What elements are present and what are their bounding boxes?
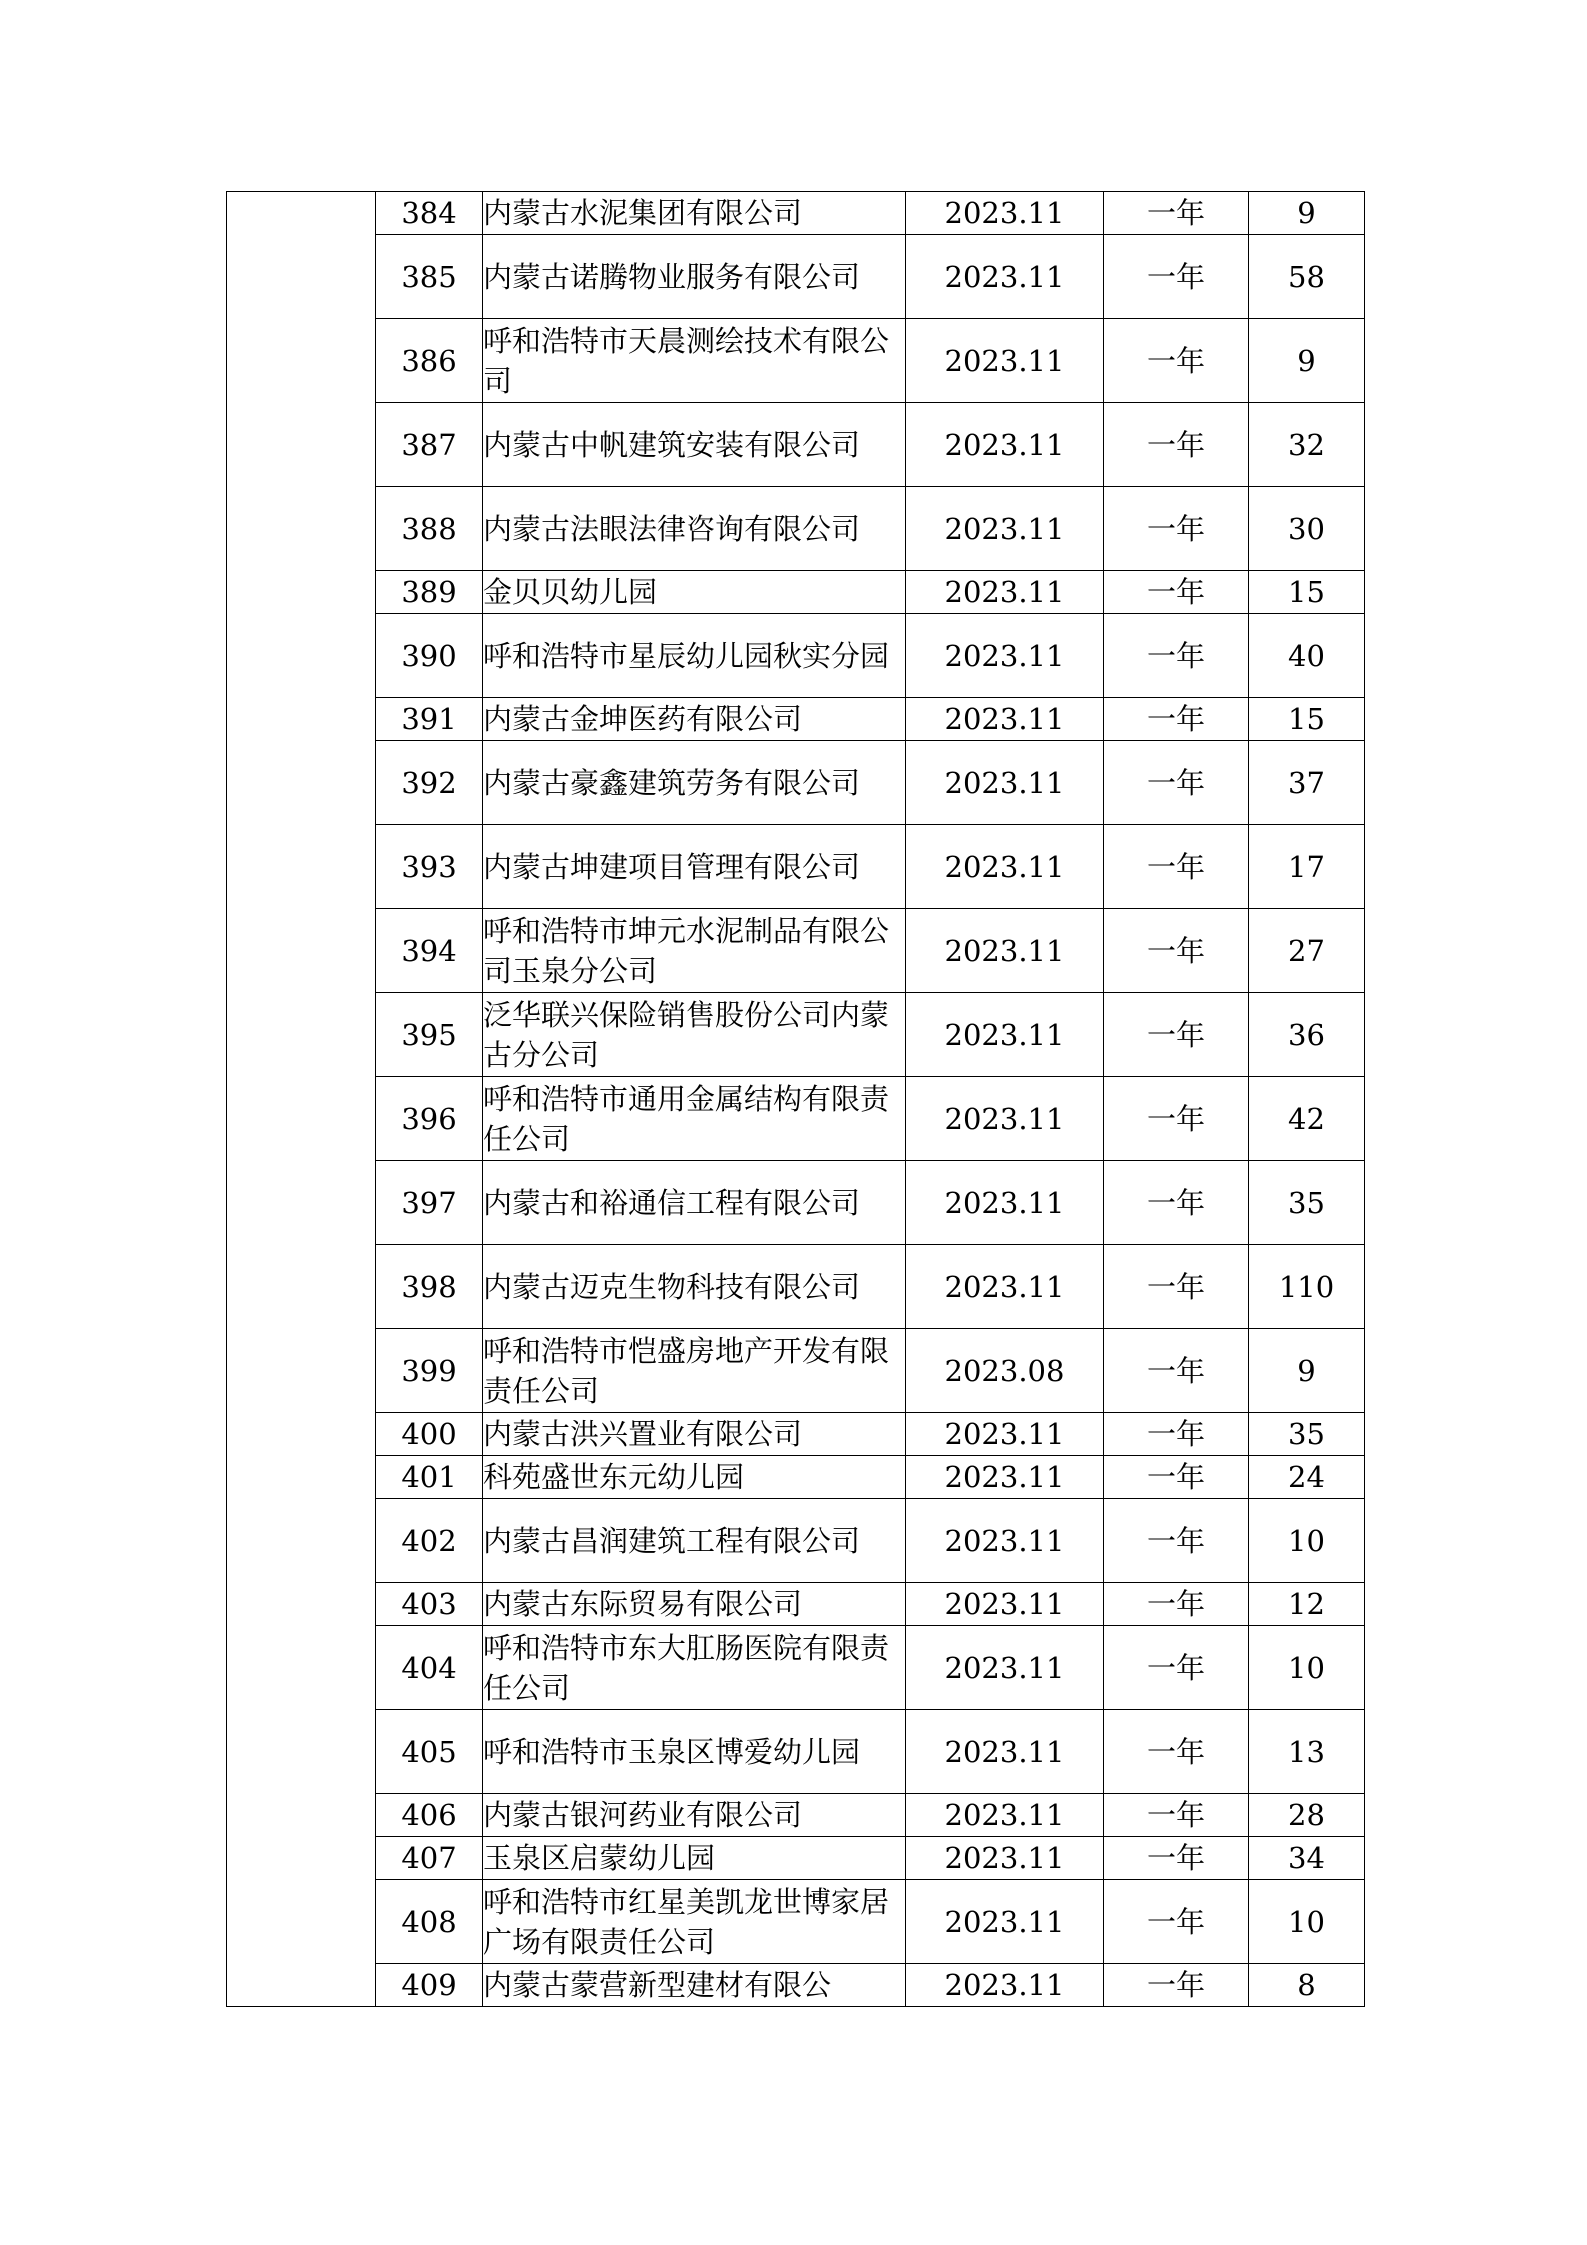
term-cell [1104, 487, 1249, 571]
row-number-cell [376, 1626, 483, 1710]
company-name-cell [483, 993, 906, 1077]
date-text: 2023.11 [944, 638, 1065, 673]
row-number-cell [376, 1413, 483, 1456]
date-text: 2023.11 [944, 196, 1065, 230]
count-text: 24 [1288, 1460, 1325, 1494]
term-cell [1104, 1837, 1249, 1880]
company-name-cell [483, 1626, 906, 1710]
row-number-text: 407 [401, 1841, 457, 1875]
term-cell [1104, 1880, 1249, 1964]
date-cell [906, 1413, 1104, 1456]
date-cell [906, 825, 1104, 909]
table-row [227, 614, 1365, 698]
company-name-text: 金贝贝幼儿园 [483, 575, 658, 609]
row-number-text: 402 [401, 1523, 457, 1558]
count-cell [1249, 571, 1365, 614]
term-text: 一年 [1146, 1185, 1205, 1220]
term-cell [1104, 1413, 1249, 1456]
company-name-text: 泛华联兴保险销售股份公司内蒙古分公司 [483, 997, 890, 1072]
table-row [227, 1964, 1365, 2007]
count-text: 36 [1288, 1017, 1325, 1052]
count-text: 9 [1297, 196, 1316, 230]
count-text: 28 [1288, 1798, 1325, 1832]
row-number-text: 409 [401, 1968, 457, 2002]
row-number-cell [376, 1794, 483, 1837]
count-text: 10 [1288, 1523, 1325, 1558]
date-cell [906, 571, 1104, 614]
term-text: 一年 [1146, 511, 1205, 546]
table-row [227, 1161, 1365, 1245]
company-name-text: 呼和浩特市坤元水泥制品有限公司玉泉分公司 [483, 913, 890, 988]
company-name-cell [483, 741, 906, 825]
row-number-cell [376, 571, 483, 614]
row-number-cell [376, 1880, 483, 1964]
date-cell [906, 993, 1104, 1077]
company-name-cell [483, 825, 906, 909]
row-number-text: 391 [401, 702, 457, 736]
count-text: 17 [1288, 849, 1325, 884]
row-number-text: 401 [401, 1460, 457, 1494]
date-cell [906, 487, 1104, 571]
company-name-text: 内蒙古坤建项目管理有限公司 [483, 849, 861, 884]
row-number-cell [376, 1710, 483, 1794]
row-number-text: 405 [401, 1734, 457, 1769]
date-cell [906, 741, 1104, 825]
date-cell [906, 1077, 1104, 1161]
term-cell [1104, 698, 1249, 741]
company-name-text: 内蒙古昌润建筑工程有限公司 [483, 1523, 861, 1558]
term-text: 一年 [1146, 1587, 1205, 1621]
table-row [227, 1837, 1365, 1880]
company-name-text: 内蒙古中帆建筑安装有限公司 [483, 427, 861, 462]
count-text: 35 [1288, 1185, 1325, 1220]
count-text: 8 [1297, 1968, 1316, 2002]
table-row [227, 741, 1365, 825]
count-cell [1249, 1837, 1365, 1880]
table-row [227, 235, 1365, 319]
count-cell [1249, 1794, 1365, 1837]
count-text: 34 [1288, 1841, 1325, 1875]
row-number-cell [376, 1161, 483, 1245]
date-text: 2023.11 [944, 1798, 1065, 1832]
table-row [227, 1456, 1365, 1499]
term-text: 一年 [1146, 1968, 1205, 2002]
term-cell [1104, 1964, 1249, 2007]
count-text: 15 [1288, 575, 1325, 609]
term-cell [1104, 1499, 1249, 1583]
company-name-text: 内蒙古洪兴置业有限公司 [483, 1417, 803, 1451]
count-text: 10 [1288, 1650, 1325, 1685]
date-text: 2023.11 [944, 849, 1065, 884]
company-name-cell [483, 235, 906, 319]
table-row [227, 192, 1365, 235]
row-number-text: 408 [401, 1904, 457, 1939]
count-cell [1249, 403, 1365, 487]
date-text: 2023.11 [944, 427, 1065, 462]
date-text: 2023.11 [944, 702, 1065, 736]
company-name-text: 呼和浩特市天晨测绘技术有限公司 [483, 323, 890, 398]
row-number-text: 404 [401, 1650, 457, 1685]
count-cell [1249, 614, 1365, 698]
term-text: 一年 [1146, 1650, 1205, 1685]
row-number-cell [376, 698, 483, 741]
date-cell [906, 192, 1104, 235]
company-name-cell [483, 1499, 906, 1583]
date-cell [906, 1245, 1104, 1329]
term-text: 一年 [1146, 1353, 1205, 1388]
company-name-text: 内蒙古银河药业有限公司 [483, 1798, 803, 1832]
term-text: 一年 [1146, 849, 1205, 884]
date-cell [906, 1626, 1104, 1710]
term-cell [1104, 1329, 1249, 1413]
table-row [227, 825, 1365, 909]
term-text: 一年 [1146, 1734, 1205, 1769]
table-row [227, 319, 1365, 403]
company-name-text: 内蒙古法眼法律咨询有限公司 [483, 511, 861, 546]
date-text: 2023.11 [944, 511, 1065, 546]
row-number-cell [376, 1499, 483, 1583]
count-text: 58 [1288, 259, 1325, 294]
term-cell [1104, 1245, 1249, 1329]
term-text: 一年 [1146, 702, 1205, 736]
date-cell [906, 319, 1104, 403]
date-text: 2023.11 [944, 1841, 1065, 1875]
row-number-text: 393 [401, 849, 457, 884]
company-name-cell [483, 403, 906, 487]
row-number-text: 397 [401, 1185, 457, 1220]
row-number-text: 399 [401, 1353, 457, 1388]
date-cell [906, 1583, 1104, 1626]
company-name-cell [483, 192, 906, 235]
count-text: 15 [1288, 702, 1325, 736]
date-text: 2023.11 [944, 1417, 1065, 1451]
count-cell [1249, 192, 1365, 235]
term-cell [1104, 993, 1249, 1077]
company-name-cell [483, 698, 906, 741]
term-text: 一年 [1146, 1017, 1205, 1052]
date-cell [906, 1499, 1104, 1583]
date-text: 2023.11 [944, 1523, 1065, 1558]
company-name-text: 呼和浩特市星辰幼儿园秋实分园 [483, 638, 890, 673]
company-name-text: 内蒙古豪鑫建筑劳务有限公司 [483, 765, 861, 800]
row-number-text: 395 [401, 1017, 457, 1052]
count-cell [1249, 698, 1365, 741]
company-name-cell [483, 1413, 906, 1456]
term-cell [1104, 825, 1249, 909]
count-cell [1249, 1413, 1365, 1456]
company-name-text: 内蒙古和裕通信工程有限公司 [483, 1185, 861, 1220]
date-cell [906, 698, 1104, 741]
term-cell [1104, 403, 1249, 487]
count-text: 37 [1288, 765, 1325, 800]
company-name-cell [483, 319, 906, 403]
company-name-cell [483, 1456, 906, 1499]
row-number-cell [376, 1583, 483, 1626]
table-row [227, 1710, 1365, 1794]
date-cell [906, 1964, 1104, 2007]
row-number-text: 394 [401, 933, 457, 968]
count-cell [1249, 1964, 1365, 2007]
date-cell [906, 1161, 1104, 1245]
row-number-text: 400 [401, 1417, 457, 1451]
company-name-text: 内蒙古东际贸易有限公司 [483, 1587, 803, 1621]
term-text: 一年 [1146, 1523, 1205, 1558]
count-text: 40 [1288, 638, 1325, 673]
row-number-cell [376, 909, 483, 993]
table-row [227, 698, 1365, 741]
table-row [227, 993, 1365, 1077]
table-row [227, 1329, 1365, 1413]
term-cell [1104, 909, 1249, 993]
company-name-cell [483, 1161, 906, 1245]
company-name-cell [483, 1880, 906, 1964]
date-cell [906, 1880, 1104, 1964]
company-name-text: 呼和浩特市玉泉区博爱幼儿园 [483, 1734, 861, 1769]
row-number-cell [376, 614, 483, 698]
count-text: 9 [1297, 343, 1316, 378]
company-name-text: 内蒙古金坤医药有限公司 [483, 702, 803, 736]
term-cell [1104, 741, 1249, 825]
date-text: 2023.11 [944, 343, 1065, 378]
term-text: 一年 [1146, 933, 1205, 968]
term-text: 一年 [1146, 765, 1205, 800]
row-number-text: 389 [401, 575, 457, 609]
count-cell [1249, 319, 1365, 403]
company-name-cell [483, 571, 906, 614]
count-text: 30 [1288, 511, 1325, 546]
term-cell [1104, 1456, 1249, 1499]
date-cell [906, 1794, 1104, 1837]
date-text: 2023.11 [944, 1968, 1065, 2002]
table-row [227, 571, 1365, 614]
term-cell [1104, 1161, 1249, 1245]
company-name-cell [483, 1245, 906, 1329]
row-number-cell [376, 319, 483, 403]
date-text: 2023.11 [944, 1460, 1065, 1494]
table-row [227, 1499, 1365, 1583]
company-name-text: 内蒙古蒙营新型建材有限公 [483, 1968, 832, 2002]
row-number-text: 387 [401, 427, 457, 462]
table-row [227, 1583, 1365, 1626]
row-number-text: 398 [401, 1269, 457, 1304]
count-text: 10 [1288, 1904, 1325, 1939]
row-number-text: 403 [401, 1587, 457, 1621]
row-number-cell [376, 1329, 483, 1413]
count-text: 110 [1278, 1269, 1335, 1304]
term-cell [1104, 1794, 1249, 1837]
date-text: 2023.11 [944, 1269, 1065, 1304]
count-text: 35 [1288, 1417, 1325, 1451]
term-text: 一年 [1146, 1417, 1205, 1451]
company-name-text: 内蒙古诺腾物业服务有限公司 [483, 259, 861, 294]
date-cell [906, 1710, 1104, 1794]
row-number-text: 386 [401, 343, 457, 378]
company-name-cell [483, 487, 906, 571]
row-number-text: 385 [401, 259, 457, 294]
category-cell [227, 192, 376, 2007]
enterprise-table [226, 191, 1365, 2007]
row-number-cell [376, 1456, 483, 1499]
count-cell [1249, 1583, 1365, 1626]
date-text: 2023.11 [944, 575, 1065, 609]
company-name-cell [483, 1837, 906, 1880]
row-number-cell [376, 993, 483, 1077]
count-cell [1249, 487, 1365, 571]
count-text: 12 [1288, 1587, 1325, 1621]
term-text: 一年 [1146, 1269, 1205, 1304]
term-text: 一年 [1146, 427, 1205, 462]
count-cell [1249, 1161, 1365, 1245]
term-text: 一年 [1146, 1460, 1205, 1494]
row-number-cell [376, 403, 483, 487]
count-cell [1249, 1710, 1365, 1794]
count-cell [1249, 1077, 1365, 1161]
term-cell [1104, 571, 1249, 614]
company-name-cell [483, 1329, 906, 1413]
count-cell [1249, 993, 1365, 1077]
term-text: 一年 [1146, 638, 1205, 673]
company-name-cell [483, 1794, 906, 1837]
term-cell [1104, 192, 1249, 235]
count-text: 32 [1288, 427, 1325, 462]
date-cell [906, 614, 1104, 698]
term-cell [1104, 1077, 1249, 1161]
date-text: 2023.11 [944, 1734, 1065, 1769]
table-row [227, 1077, 1365, 1161]
company-name-text: 内蒙古水泥集团有限公司 [483, 196, 803, 230]
count-cell [1249, 1880, 1365, 1964]
row-number-text: 392 [401, 765, 457, 800]
row-number-cell [376, 825, 483, 909]
count-cell [1249, 825, 1365, 909]
company-name-text: 内蒙古迈克生物科技有限公司 [483, 1269, 861, 1304]
company-name-text: 呼和浩特市东大肛肠医院有限责任公司 [483, 1630, 890, 1705]
term-text: 一年 [1146, 575, 1205, 609]
date-text: 2023.11 [944, 1650, 1065, 1685]
table-row [227, 403, 1365, 487]
row-number-cell [376, 1837, 483, 1880]
company-name-text: 玉泉区启蒙幼儿园 [483, 1841, 716, 1875]
row-number-cell [376, 1245, 483, 1329]
table-row [227, 1245, 1365, 1329]
row-number-text: 388 [401, 511, 457, 546]
term-cell [1104, 319, 1249, 403]
count-text: 9 [1297, 1353, 1316, 1388]
count-cell [1249, 1499, 1365, 1583]
date-text: 2023.08 [944, 1353, 1065, 1388]
term-text: 一年 [1146, 1798, 1205, 1832]
count-cell [1249, 741, 1365, 825]
company-name-cell [483, 909, 906, 993]
row-number-cell [376, 487, 483, 571]
term-text: 一年 [1146, 343, 1205, 378]
company-name-cell [483, 1077, 906, 1161]
date-text: 2023.11 [944, 765, 1065, 800]
row-number-text: 390 [401, 638, 457, 673]
date-cell [906, 1837, 1104, 1880]
count-cell [1249, 1245, 1365, 1329]
table-row [227, 1794, 1365, 1837]
term-text: 一年 [1146, 196, 1205, 230]
term-cell [1104, 1626, 1249, 1710]
term-text: 一年 [1146, 1904, 1205, 1939]
date-cell [906, 235, 1104, 319]
date-text: 2023.11 [944, 259, 1065, 294]
date-text: 2023.11 [944, 1587, 1065, 1621]
table-row [227, 909, 1365, 993]
date-text: 2023.11 [944, 1101, 1065, 1136]
company-name-text: 科苑盛世东元幼儿园 [483, 1460, 745, 1494]
company-name-text: 呼和浩特市通用金属结构有限责任公司 [483, 1081, 890, 1156]
company-name-cell [483, 614, 906, 698]
row-number-text: 406 [401, 1798, 457, 1832]
table-row [227, 487, 1365, 571]
company-name-text: 呼和浩特市红星美凯龙世博家居广场有限责任公司 [483, 1884, 890, 1959]
term-text: 一年 [1146, 259, 1205, 294]
table-row [227, 1880, 1365, 1964]
company-name-cell [483, 1710, 906, 1794]
term-cell [1104, 235, 1249, 319]
date-cell [906, 1456, 1104, 1499]
date-text: 2023.11 [944, 1017, 1065, 1052]
count-text: 27 [1288, 933, 1325, 968]
company-name-cell [483, 1583, 906, 1626]
count-cell [1249, 1456, 1365, 1499]
term-text: 一年 [1146, 1101, 1205, 1136]
date-text: 2023.11 [944, 933, 1065, 968]
company-name-cell [483, 1964, 906, 2007]
row-number-text: 396 [401, 1101, 457, 1136]
table-row [227, 1626, 1365, 1710]
row-number-cell [376, 192, 483, 235]
row-number-text: 384 [401, 196, 457, 230]
count-cell [1249, 1329, 1365, 1413]
term-cell [1104, 1583, 1249, 1626]
table-row [227, 1413, 1365, 1456]
count-text: 42 [1288, 1101, 1325, 1136]
date-text: 2023.11 [944, 1904, 1065, 1939]
row-number-cell [376, 1077, 483, 1161]
count-cell [1249, 1626, 1365, 1710]
date-text: 2023.11 [944, 1185, 1065, 1220]
count-cell [1249, 909, 1365, 993]
term-cell [1104, 1710, 1249, 1794]
table-body [227, 192, 1365, 2007]
company-name-text: 呼和浩特市恺盛房地产开发有限责任公司 [483, 1333, 890, 1408]
date-cell [906, 909, 1104, 993]
term-text: 一年 [1146, 1841, 1205, 1875]
row-number-cell [376, 235, 483, 319]
count-cell [1249, 235, 1365, 319]
date-cell [906, 1329, 1104, 1413]
date-cell [906, 403, 1104, 487]
count-text: 13 [1288, 1734, 1325, 1769]
row-number-cell [376, 741, 483, 825]
term-cell [1104, 614, 1249, 698]
row-number-cell [376, 1964, 483, 2007]
